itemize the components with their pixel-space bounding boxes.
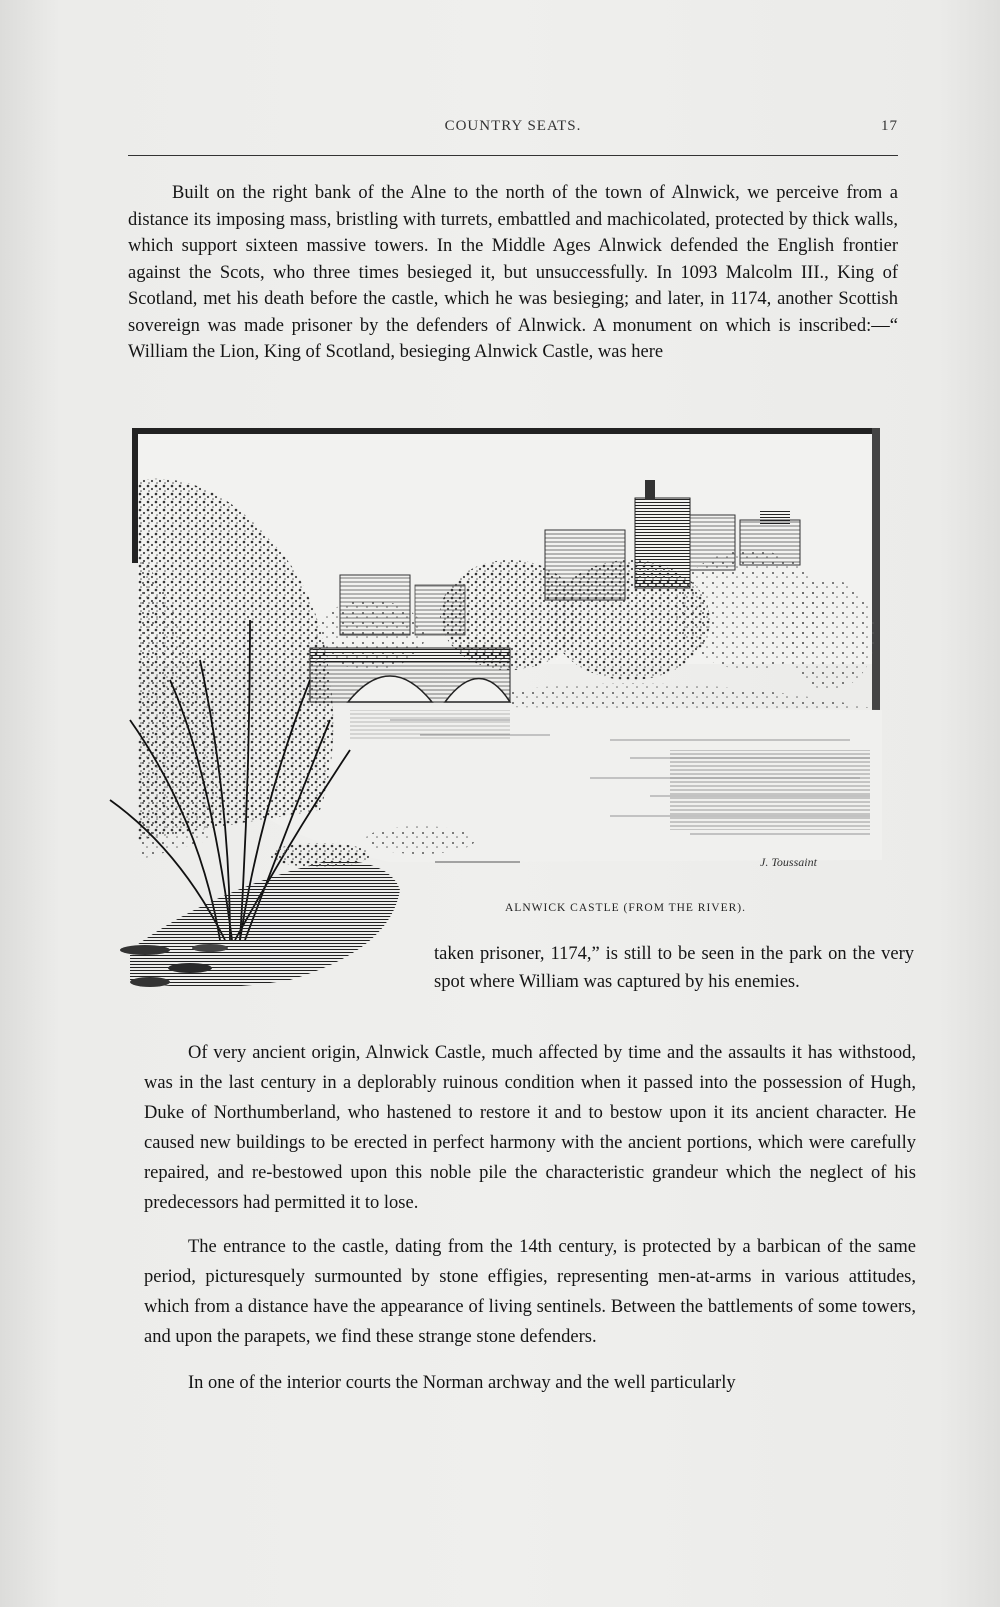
- header-rule: [128, 155, 898, 156]
- engraver-signature: J. Toussaint: [760, 855, 817, 869]
- paragraph-3: Of very ancient origin, Alnwick Castle, much affected by time and the assaults it has withstood, was in the last century in a deplorably ruinous condition when it passed into the possession of Hugh, Duke of Northumberland, who hastened to restore it and to bestow upon it its ancient character. He caused new buildings to be erected in perfect harmony with the ancient portions, which were carefully repaired, and re-bestowed upon this noble pile the characteristic grandeur which the neglect of his predecessors had permitted it to lose.: [144, 1043, 916, 1213]
- page-number: 17: [881, 118, 898, 134]
- running-head: [128, 118, 898, 140]
- paragraph-4: The entrance to the castle, dating from the 14th century, is protected by a barbican of the same period, picturesquely surmounted by stone effigies, representing men-at-arms in various attitudes, which from a distance have the appearance of living sentinels. Between the battlements of some towers, and upon the parapets, we find these strange stone defenders.: [144, 1237, 916, 1347]
- paragraph-1: Built on the right bank of the Alne to the north of the town of Alnwick, we perceive from a distance its imposing mass, bristling with turrets, embattled and machicolated, protected by thick walls, which support sixteen massive towers. In the Middle Ages Alnwick defended the English frontier against the Scots, who three times besieged it, but unsuccessfully. In 1093 Malcolm III., King of Scotland, met his death before the castle, which he was besieging; and later, in 1174, another Scottish sovereign was made prisoner by the defenders of Alnwick. A monument on which is inscribed:—“ William the Lion, King of Scotland, besieging Alnwick Castle, was here: [128, 183, 898, 362]
- paragraph-5: In one of the interior courts the Norman archway and the well particularly: [188, 1373, 736, 1393]
- running-title: COUNTRY SEATS.: [444, 118, 582, 134]
- paragraph-2: taken prisoner, 1174,” is still to be seen in the park on the very spot where William was captured by his enemies.: [434, 944, 914, 992]
- illustration-caption: ALNWICK CASTLE (FROM THE RIVER).: [505, 902, 747, 914]
